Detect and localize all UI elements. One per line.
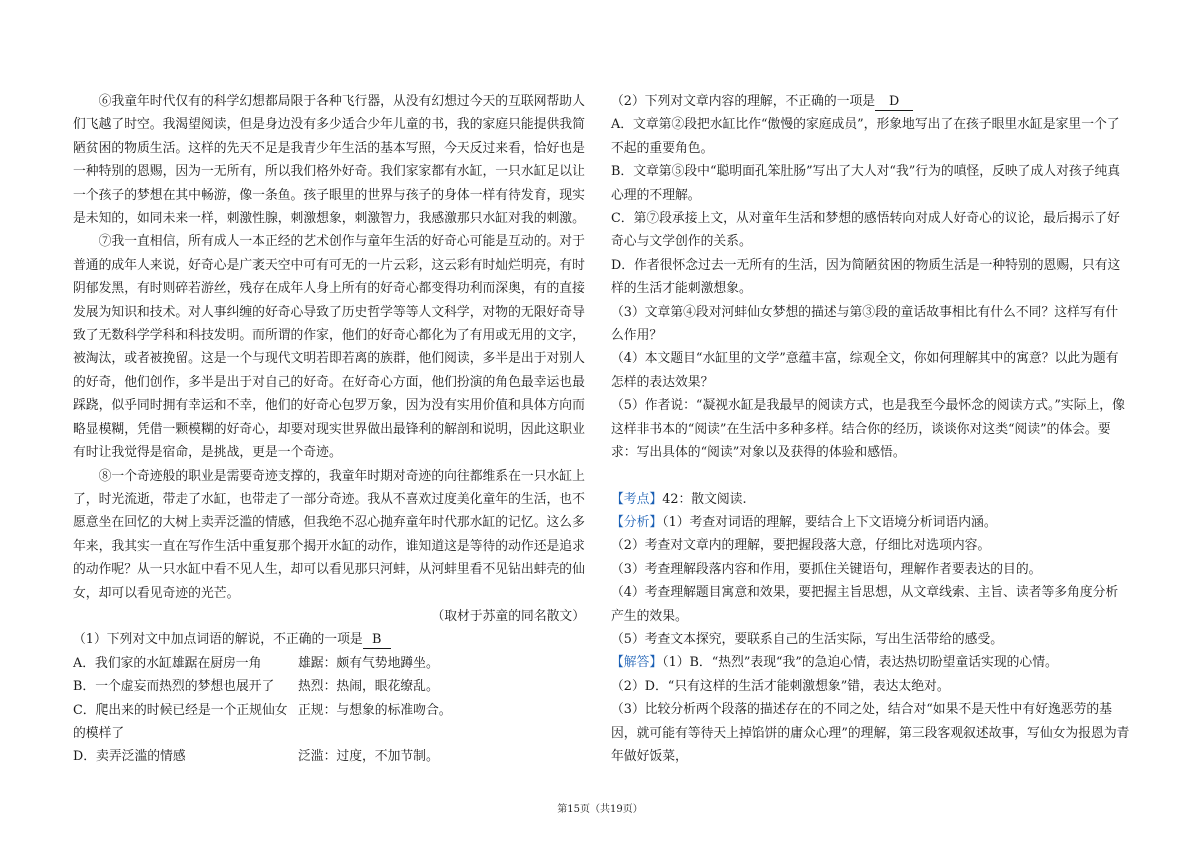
section-gap bbox=[611, 465, 1131, 488]
paragraph-6: ⑥我童年时代仅有的科学幻想都局限于各种飞行器，从没有幻想过今天的互联网帮助人们飞越了时空。我渴望阅读，但是身边没有多少适合少年儿童的书，我的家庭只能提供我简陋贫困的物质生活。这样的先天不足是我青少年生活的基本写照，今天反过来看，恰好也是一种特别的恩赐，因为一无所有，所以我们格外好奇。我们家家都有水缸，一只水缸足以让一个孩子的梦想在其中畅游，像一条鱼。孩子眼里的世界与孩子的身体一样有待发育，现实是未知的，如同未来一样，刺激性腺，刺激想象，刺激智力，我感激那只水缸对我的刺激。 bbox=[73, 94, 585, 227]
q1-option-c-text: C．爬出来的时候已经是一个正规仙女的模样了 bbox=[73, 702, 288, 741]
question-5: （5）作者说：“凝视水缸是我最早的阅读方式，也是我至今最怀念的阅读方式。”实际上，像这样非书本的“阅读”在生活中多种多样。结合你的经历，谈谈你对这类“阅读”的体会。要求：写出具体的“阅读”对象以及获得的体验和感悟。 bbox=[611, 398, 1125, 461]
q1-option-c bbox=[73, 699, 589, 746]
question-1 bbox=[73, 628, 589, 651]
fenxi-line-2: （2）考查对文章内的理解，要把握段落大意，仔细比对选项内容。 bbox=[611, 538, 991, 554]
q1-option-b bbox=[73, 675, 589, 698]
fenxi-line-1 bbox=[611, 511, 1131, 534]
kaodian-tag: 【考点】 bbox=[611, 491, 663, 507]
q2-option-c: C．第⑦段承接上文，从对童年生活和梦想的感悟转向对成人好奇心的议论，最后揭示了好奇心与文学创作的关系。 bbox=[611, 211, 1120, 250]
source-note: （取材于苏童的同名散文） bbox=[431, 608, 585, 624]
q1-option-d bbox=[73, 745, 589, 768]
fenxi-line-4: （4）考查理解题目寓意和效果，要把握主旨思想，从文章线索、主旨、读者等多角度分析产生的效果。 bbox=[611, 585, 1119, 624]
question-4: （4）本文题目“水缸里的文学”意蕴丰富，综观全文，你如何理解其中的寓意？以此为题有怎样的表达效果？ bbox=[611, 351, 1119, 390]
q2-option-d: D．作者很怀念过去一无所有的生活，因为简陋贫困的物质生活是一种特别的恩赐，只有这样的生活才能刺激想象。 bbox=[611, 257, 1121, 297]
fenxi-text-1: （1）考查对词语的理解，要结合上下文语境分析词语内涵。 bbox=[662, 514, 997, 530]
left-column bbox=[73, 90, 589, 769]
question-2-answer: D bbox=[875, 94, 913, 111]
question-3: （3）文章第④段对河蚌仙女梦想的描述与第③段的童话故事相比有什么不同？这样写有什么作用？ bbox=[611, 304, 1119, 344]
q2-option-b: B．文章第⑤段中“聪明面孔笨肚肠”写出了大人对“我”行为的嗔怪，反映了成人对孩子纯真心理的不理解。 bbox=[611, 164, 1121, 203]
q1-option-d-note: 泛滥：过度，不加节制。 bbox=[298, 749, 439, 765]
q1-option-a-note: 雄踞：颇有气势地蹲坐。 bbox=[298, 655, 439, 671]
jieda-text-1: （1）B．“热烈”表现“我”的急迫心情，表达热切盼望童话实现的心情。 bbox=[662, 655, 1058, 671]
jieda-line-1 bbox=[611, 651, 1131, 674]
right-column bbox=[611, 90, 1131, 768]
paragraph-8: ⑧一个奇迹般的职业是需要奇迹支撑的，我童年时期对奇迹的向往都维系在一只水缸上了，时光流逝，带走了水缸，也带走了一部分奇迹。我从不喜欢过度美化童年的生活，也不愿意坐在回忆的大树上卖弄泛滥的情感，但我绝不忍心抛弃童年时代那水缸的记忆。这么多年来，我其实一直在写作生活中重复那个揭开水缸的动作，谁知道这是等待的动作还是追求的动作呢？从一只水缸中看不见人生，却可以看见那只河蚌，从河蚌里看不见钻出蚌壳的仙女，却可以看见奇迹的光芒。 bbox=[73, 468, 585, 601]
fenxi-line-5: （5）考查文本探究，要联系自己的生活实际，写出生活带给的感受。 bbox=[611, 631, 1004, 647]
q2-option-a: A．文章第②段把水缸比作“傲慢的家庭成员”，形象地写出了在孩子眼里水缸是家里一个了不起的重要角色。 bbox=[611, 117, 1120, 156]
question-1-answer: B bbox=[363, 632, 391, 649]
kaodian-line bbox=[611, 488, 1131, 511]
q1-option-b-text: B．一个虚妄而热烈的梦想也展开了 bbox=[73, 679, 275, 695]
q1-option-a bbox=[73, 652, 589, 675]
page-footer: 第15页（共19页） bbox=[557, 804, 643, 815]
jieda-tag: 【解答】 bbox=[611, 655, 663, 671]
question-2 bbox=[611, 90, 1131, 113]
q1-option-d-text: D．卖弄泛滥的情感 bbox=[73, 749, 186, 765]
q1-option-a-text: A．我们家的水缸雄踞在厨房一角 bbox=[73, 655, 262, 671]
question-2-stem: （2）下列对文章内容的理解，不正确的一项是 bbox=[611, 94, 876, 109]
paragraph-7: ⑦我一直相信，所有成人一本正经的艺术创作与童年生活的好奇心可能是互动的。对于普通的成年人来说，好奇心是广袤天空中可有可无的一片云彩，这云彩有时灿烂明亮，有时阴郁发黑，有时则碎若游丝，残存在成年人身上所有的好奇心都变得功利而深奥，有的直接发展为知识和技术。对人事纠缠的好奇心导致了历史哲学等等人文科学，对物的无限好奇导致了无数科学学科和科技发明。而所谓的作家，他们的好奇心都化为了有用或无用的文字，被淘汰，或者被挽留。这是一个与现代文明若即若离的族群，他们阅读，多半是出于对别人的好奇，他们创作，多半是出于对自己的好奇。在好奇心方面，他们扮演的角色最幸运也最踩跷，似乎同时拥有幸运和不幸，他们的好奇心包罗万象，因为没有实用价值和具体方向而略显模糊，凭借一颗模糊的好奇心，却要对现实世界做出最锋利的解剖和说明，因此这职业有时让我觉得是宿命，是挑战，更是一个奇迹。 bbox=[73, 234, 585, 461]
q1-option-b-note: 热烈：热闹，眼花缭乱。 bbox=[298, 679, 439, 695]
fenxi-tag: 【分析】 bbox=[611, 514, 663, 530]
q1-option-c-note: 正规：与想象的标准吻合。 bbox=[298, 702, 452, 718]
question-1-stem: （1）下列对文中加点词语的解说，不正确的一项是 bbox=[73, 632, 363, 648]
fenxi-line-3: （3）考查理解段落内容和作用，要抓住关键语句，理解作者要表达的目的。 bbox=[611, 561, 1042, 577]
jieda-line-2: （2）D．“只有这样的生活才能刺激想象”错，表达太绝对。 bbox=[611, 678, 950, 694]
kaodian-text: 42：散文阅读. bbox=[662, 491, 747, 507]
jieda-line-3: （3）比较分析两个段落的描述存在的不同之处，结合对“如果不是天性中有好逸恶劳的基因，就可能有等待天上掉馅饼的庸众心理”的理解，第三段客观叙述故事，写仙女为报恩为青年做好饭菜， bbox=[611, 702, 1130, 764]
